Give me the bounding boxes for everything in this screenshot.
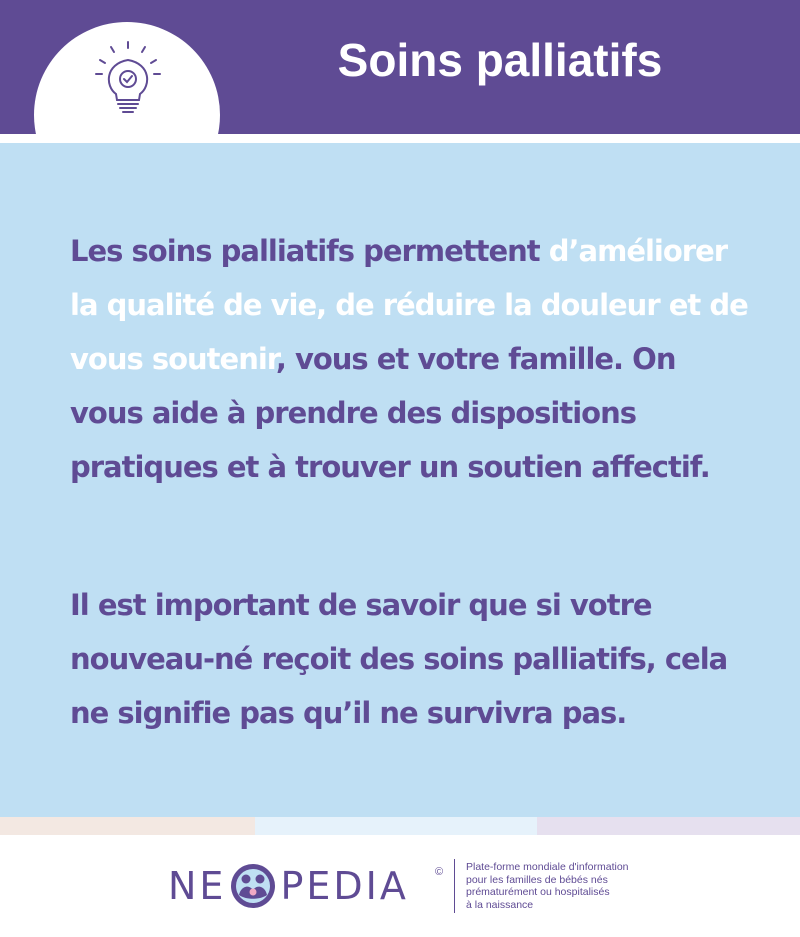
paragraph1-lead: Les soins palliatifs permettent (70, 234, 540, 268)
color-strip-blue (255, 817, 537, 835)
tagline-line: pour les familles de bébés nés (466, 873, 608, 886)
color-strip-lavender (537, 817, 800, 835)
footer-tagline (466, 861, 666, 911)
copyright-mark: © (435, 866, 444, 878)
logo-text-right: PEDIA (280, 864, 409, 908)
paragraph1-rest: , vous et votre famille. On vous aide à prendre des dispositions pratiques et à trouver un soutien affectif. (70, 342, 710, 484)
header-divider (0, 134, 800, 143)
footer-divider (454, 859, 455, 913)
tagline-line: prématurément ou hospitalisés (466, 886, 610, 898)
header-banner (0, 0, 800, 134)
logo-text-left: NE (168, 864, 227, 908)
paragraph-palliative-care-benefits (70, 224, 750, 494)
tagline-line: Plate-forme mondiale d'information (466, 861, 629, 873)
tagline-line: à la naissance (466, 898, 534, 911)
paragraph1-highlight: d’améliorer la qualité de vie, de réduire la douleur et de vous soutenir (70, 234, 748, 376)
family-logo-icon (229, 862, 277, 910)
lightbulb-check-icon (91, 38, 165, 118)
page-title: Soins palliatifs (337, 34, 663, 86)
color-strip-peach (0, 817, 255, 835)
paragraph-survival-note: Il est important de savoir que si votre nouveau-né reçoit des soins palliatifs, cela ne signifie pas qu’il ne survivra pas. (70, 588, 728, 730)
neopedia-logo (168, 862, 409, 910)
